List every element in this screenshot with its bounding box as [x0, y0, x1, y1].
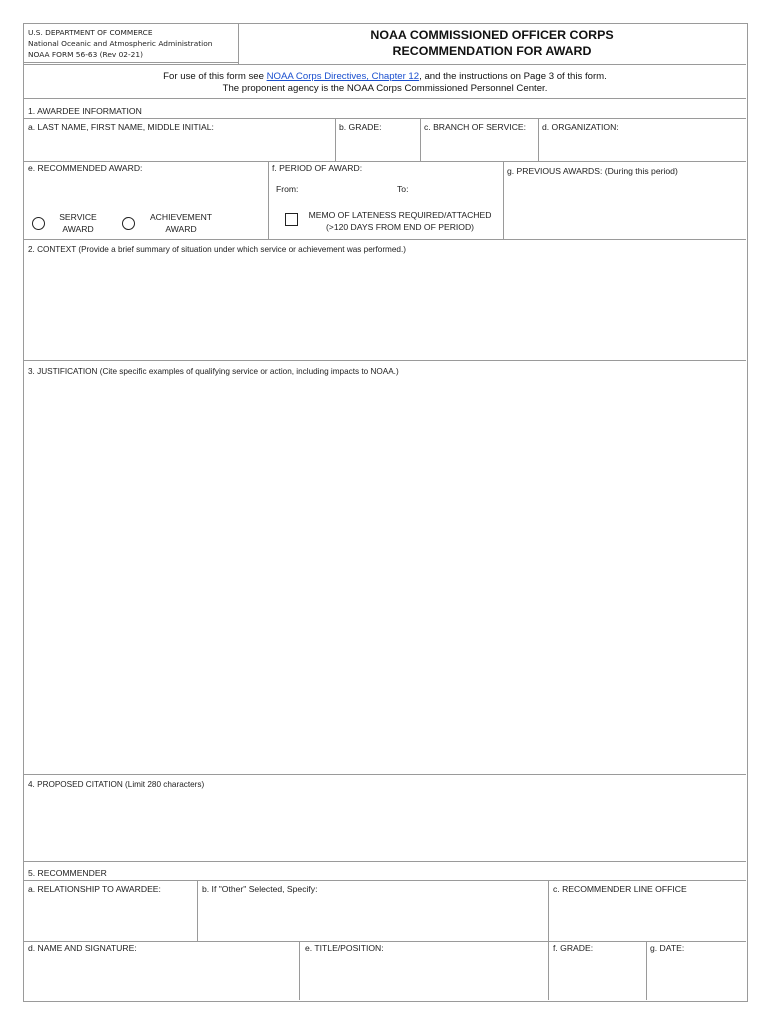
name-title-divider	[299, 941, 300, 1000]
awardee-name-label: a. LAST NAME, FIRST NAME, MIDDLE INITIAL:	[28, 122, 214, 132]
title-grade-divider	[548, 941, 549, 1000]
awardee-name-input[interactable]	[26, 134, 336, 160]
header-bottom-rule	[24, 64, 746, 65]
instructions-suffix: , and the instructions on Page 3 of this form.	[419, 71, 607, 82]
section4-bottom-rule	[24, 861, 746, 862]
section1-heading-rule	[24, 118, 746, 119]
row-5a-bottom-rule	[24, 941, 746, 942]
grade-label: b. GRADE:	[339, 122, 382, 132]
to-label: To:	[397, 184, 409, 194]
section3-bottom-rule	[24, 774, 746, 775]
other-lineoffice-divider	[548, 880, 549, 941]
memo-label-line1: MEMO OF LATENESS REQUIRED/ATTACHED	[308, 210, 492, 220]
line-office-input[interactable]	[551, 898, 747, 938]
form-title-line2: RECOMMENDATION FOR AWARD	[392, 44, 592, 58]
agency-name: National Oceanic and Atmospheric Administration	[28, 39, 213, 48]
justification-input[interactable]	[27, 380, 747, 774]
row-a-bottom-rule	[24, 161, 746, 162]
context-heading: 2. CONTEXT (Provide a brief summary of situation under which service or achievement was performed.)	[28, 245, 406, 254]
justification-heading: 3. JUSTIFICATION (Cite specific examples of qualifying service or action, including impacts to NOAA.)	[28, 367, 399, 376]
recommender-heading-rule	[24, 880, 746, 881]
other-specify-label: b. If "Other" Selected, Specify:	[202, 884, 318, 894]
form-number: NOAA FORM 56-63 (Rev 02-21)	[28, 50, 143, 59]
other-specify-input[interactable]	[200, 898, 549, 938]
branch-label: c. BRANCH OF SERVICE:	[424, 122, 527, 132]
name-grade-divider	[335, 118, 336, 161]
organization-input[interactable]	[540, 134, 748, 160]
memo-label-line2: (>120 DAYS FROM END OF PERIOD)	[325, 222, 475, 232]
recommender-grade-input[interactable]	[551, 956, 647, 998]
award-period-divider	[268, 161, 269, 239]
relationship-label: a. RELATIONSHIP TO AWARDEE:	[28, 884, 161, 894]
from-label: From:	[276, 184, 299, 194]
grade-branch-divider	[420, 118, 421, 161]
grade-input[interactable]	[337, 134, 421, 160]
department-name: U.S. DEPARTMENT OF COMMERCE	[28, 28, 153, 37]
context-input[interactable]	[27, 258, 747, 360]
branch-org-divider	[538, 118, 539, 161]
recommender-heading: 5. RECOMMENDER	[28, 868, 107, 878]
period-previous-divider	[503, 161, 504, 239]
previous-awards-input[interactable]	[506, 180, 746, 239]
achievement-award-label-line2: AWARD	[165, 224, 197, 234]
title-position-input[interactable]	[302, 956, 549, 998]
achievement-award-radio[interactable]	[122, 217, 135, 230]
citation-heading: 4. PROPOSED CITATION (Limit 280 characters)	[28, 780, 205, 789]
service-award-radio[interactable]	[32, 217, 45, 230]
date-label: g. DATE:	[650, 943, 685, 953]
previous-awards-label: g. PREVIOUS AWARDS: (During this period)	[507, 166, 678, 176]
name-signature-input[interactable]	[26, 956, 300, 998]
service-award-label-line1: SERVICE	[59, 212, 97, 222]
relationship-other-divider	[197, 880, 198, 941]
form-title-line1: NOAA COMMISSIONED OFFICER CORPS	[370, 28, 614, 42]
section2-bottom-rule	[24, 360, 746, 361]
noaa-corps-directives-link[interactable]: NOAA Corps Directives, Chapter 12	[266, 71, 420, 82]
title-position-label: e. TITLE/POSITION:	[305, 943, 384, 953]
memo-of-lateness-checkbox[interactable]	[285, 213, 298, 226]
instructions-line1	[24, 71, 746, 83]
from-date-input[interactable]	[300, 180, 396, 198]
date-input[interactable]	[649, 956, 747, 998]
citation-input[interactable]	[27, 793, 747, 861]
relationship-select[interactable]	[26, 898, 198, 938]
section1-bottom-rule	[24, 239, 746, 240]
achievement-award-label-line1: ACHIEVEMENT	[149, 212, 213, 222]
instructions-prefix: For use of this form see	[163, 71, 267, 82]
recommended-award-label: e. RECOMMENDED AWARD:	[28, 163, 143, 173]
instructions-bottom-rule	[24, 98, 746, 99]
period-label: f. PERIOD OF AWARD:	[272, 163, 363, 173]
header-divider-under-agency	[24, 62, 238, 63]
line-office-label: c. RECOMMENDER LINE OFFICE	[553, 884, 687, 894]
grade-date-divider	[646, 941, 647, 1000]
organization-label: d. ORGANIZATION:	[542, 122, 619, 132]
to-date-input[interactable]	[413, 180, 505, 198]
branch-input[interactable]	[422, 134, 540, 160]
instructions-line2: The proponent agency is the NOAA Corps Commissioned Personnel Center.	[222, 83, 548, 94]
name-signature-label: d. NAME AND SIGNATURE:	[28, 943, 137, 953]
service-award-label-line2: AWARD	[62, 224, 94, 234]
recommender-grade-label: f. GRADE:	[553, 943, 594, 953]
section1-heading: 1. AWARDEE INFORMATION	[28, 106, 142, 116]
